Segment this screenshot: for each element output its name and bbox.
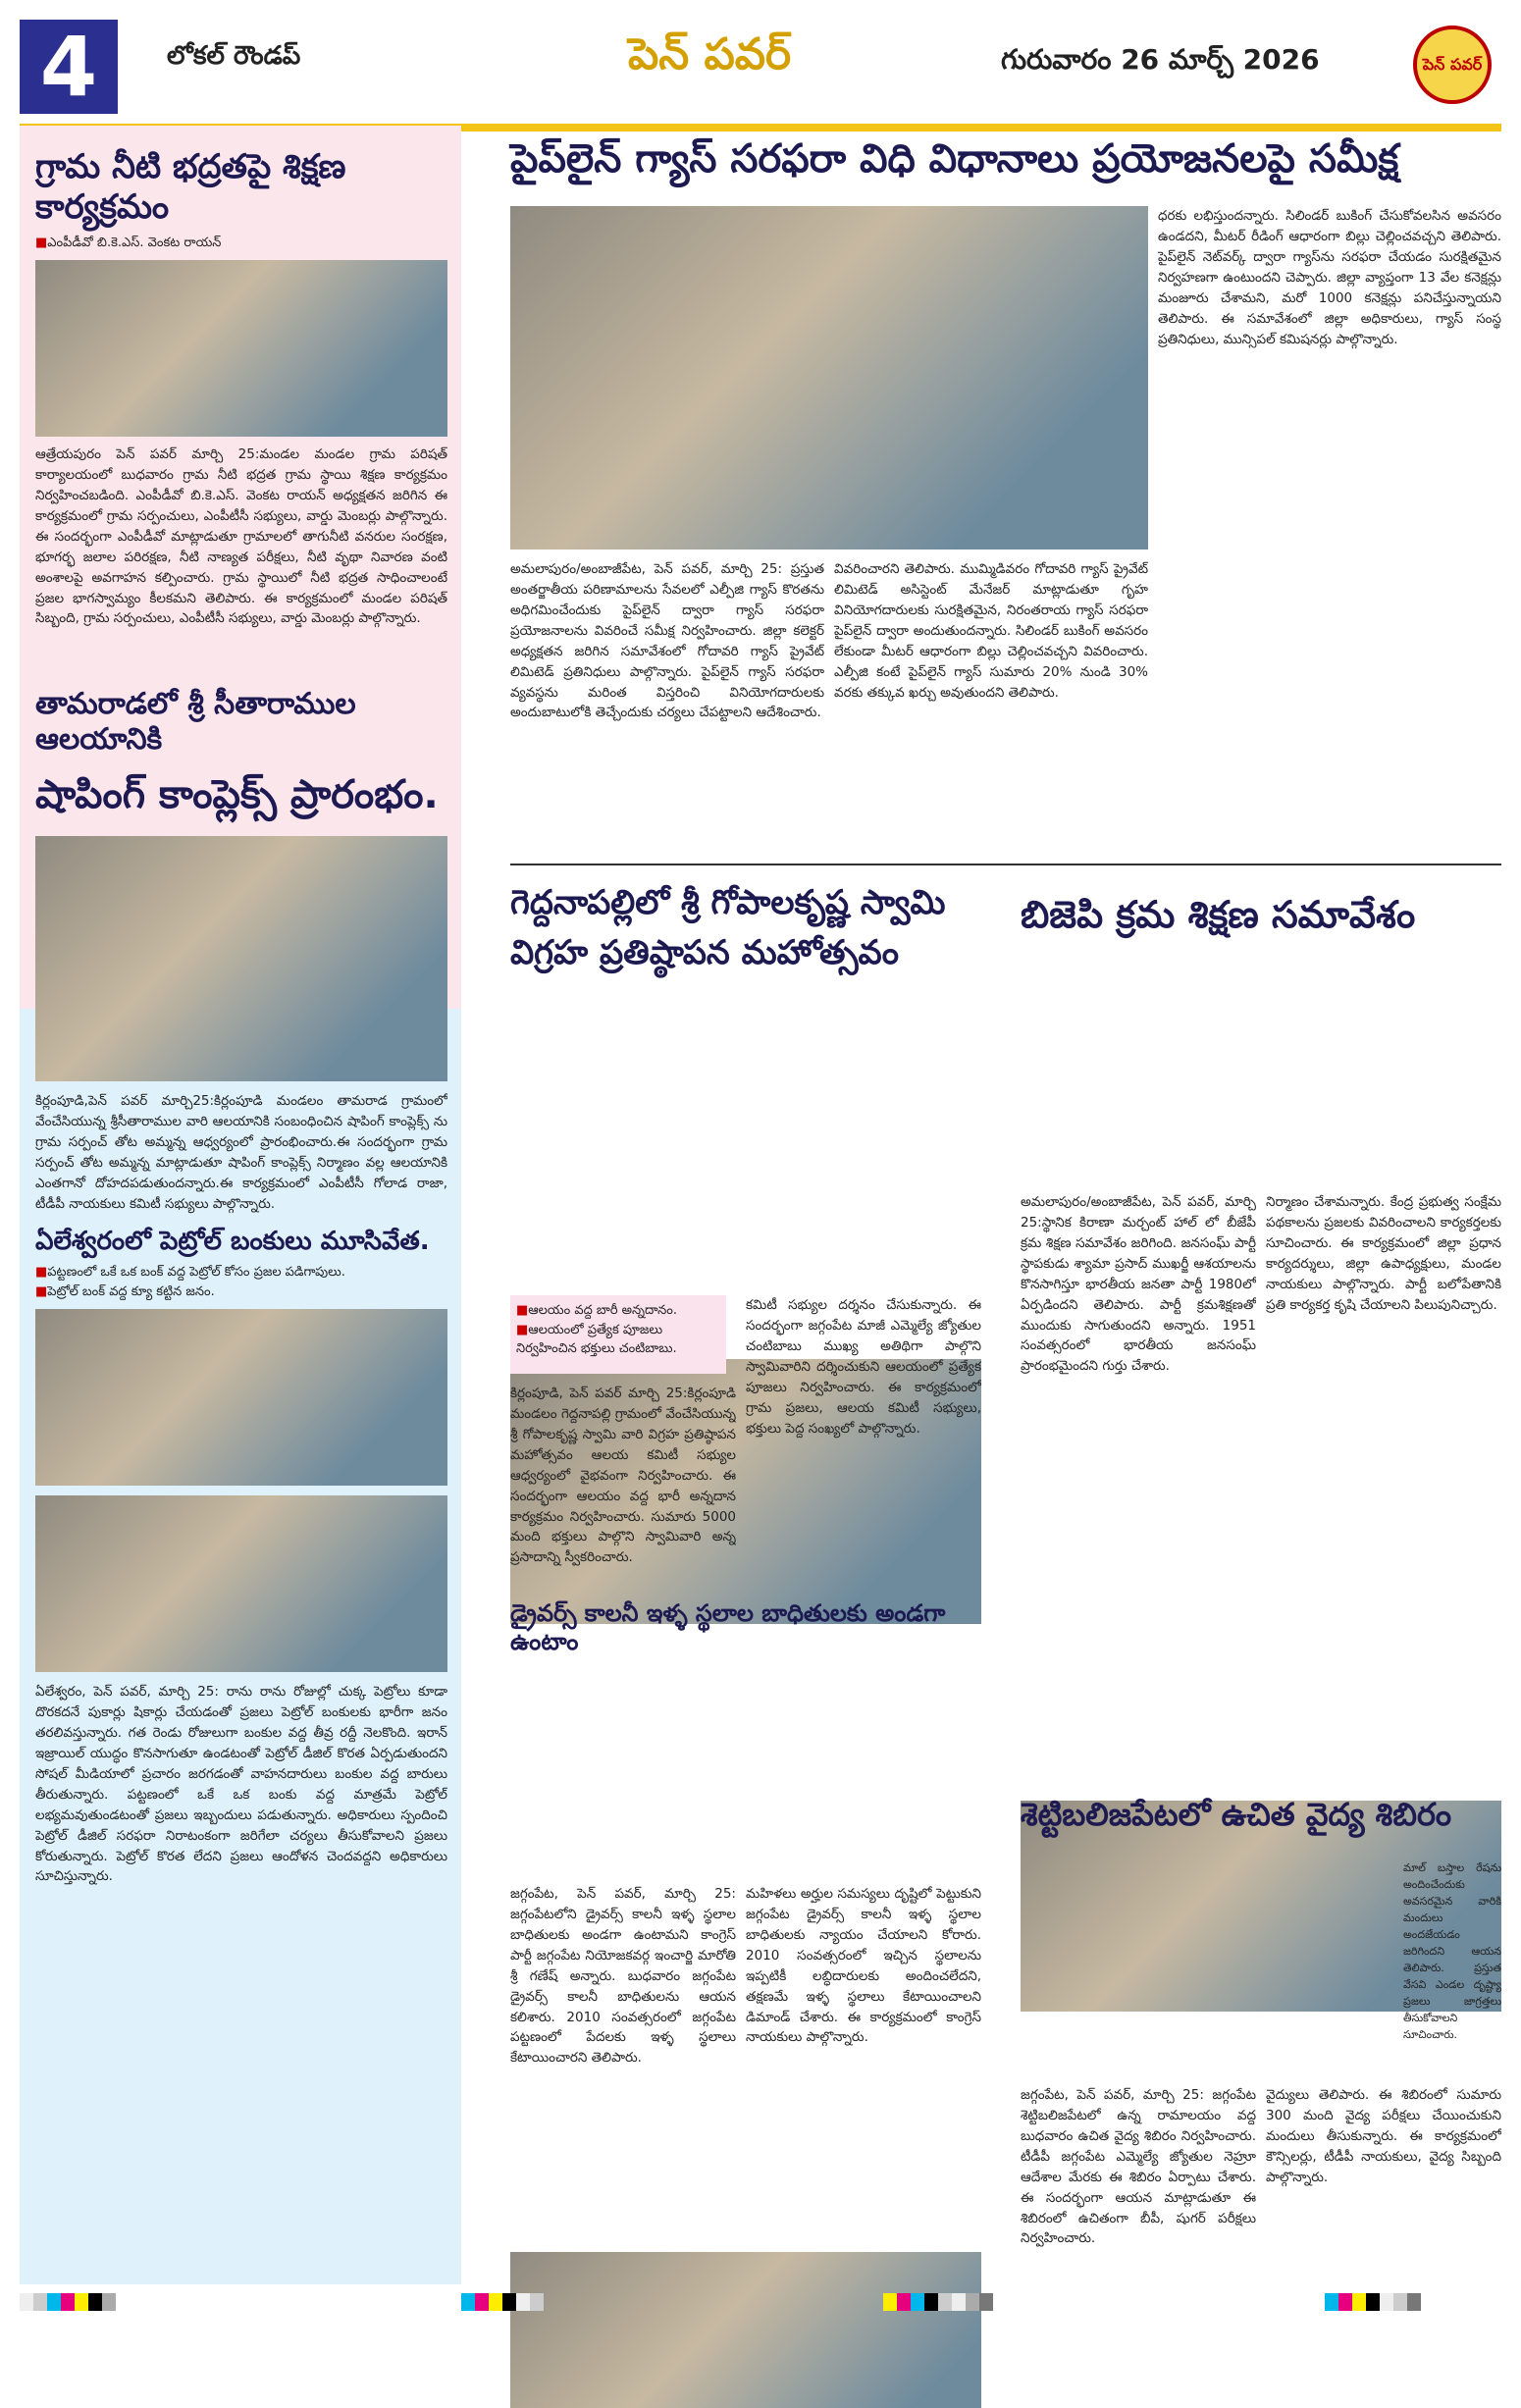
article-headline: బిజెపి క్రమ శిక్షణ సమావేశం — [1021, 893, 1416, 936]
article-headline: శెట్టిబలిజపేటలో ఉచిత వైద్య శిబిరం — [1021, 1796, 1452, 1833]
shopping-complex-photo — [35, 836, 447, 1081]
article-medical-camp — [1021, 1796, 1501, 1833]
article-headline: డ్రైవర్స్ కాలనీ ఇళ్ళ స్థలాల బాధితులకు అండగా ఉంటాం — [510, 1599, 946, 1655]
article-petrol-bunks — [35, 1227, 447, 2231]
article-column-1: కిర్లంపూడి, పెన్ పవర్ మార్చి 25:కిర్లంపూడి మండలం గెద్దనాపల్లి గ్రామంలో వేంచేసియున్న శ్రీ గోపాలకృష్ణ స్వామి వారి విగ్రహ ప్రతిష్ఠాపన మహోత్సవం ఆలయ కమిటీ సభ్యుల ఆధ్వర్యంలో వైభవంగా నిర్వహించారు. ఈ సందర్భంగా ఆలయం వద్ద భారీ అన్నదాన కార్యక్రమం నిర్వహించారు. సుమారు 5000 మంది భక్తులు పాల్గొని స్వామివారి అన్న ప్రసాదాన్ని స్వీకరించారు. — [510, 1386, 736, 1566]
section-title: లోకల్ రౌండప్ — [167, 41, 301, 71]
article-pipeline-gas — [510, 135, 1501, 183]
group-photo — [35, 260, 447, 437]
article-headline: విగ్రహ ప్రతిష్ఠాపన మహోత్సవం — [510, 932, 899, 972]
page-header — [20, 20, 1501, 114]
article-bullet: ■ ఆలయంలో ప్రత్యేక పూజలు నిర్వహించిన భక్తులు చంటిబాబు. — [516, 1321, 720, 1359]
article-column-1: అమలాపురం/అంబాజీపేట, పెన్ పవర్, మార్చి 25: ప్రస్తుత అంతర్జాతీయ పరిణామాలను సేవలలో ఎల్పీజి గ్యాస్ కొరతను అధిగమించేందుకు పైప్‌లైన్ ద్వారా గ్యాస్ సరఫరా ప్రయోజనాలను వివరించే సమీక్ష నిర్వహించారు. జిల్లా కలెక్టర్ అధ్యక్షతన జరిగిన సమావేశంలో గోదావరి గ్యాస్ ప్రైవేట్ లిమిటెడ్ ప్రతినిధులు పాల్గొన్నారు. పైప్‌లైన్ గ్యాస్ సరఫరా వ్యవస్థను మరింత విస్తరించి వినియోగదారులకు అందుబాటులోకి తెచ్చేందుకు చర్యలు చేపట్టాలని ఆదేశించారు. — [510, 561, 824, 721]
article-body: ఆత్రేయపురం పెన్ పవర్ మార్చి 25:మండల మండల గ్రామ పరిషత్ కార్యాలయంలో బుధవారం గ్రామ నీటి భద్రత గ్రామ స్థాయి శిక్షణ కార్యక్రమం నిర్వహించబడింది. ఎంపీడీవో బి.కె.ఎస్. వెంకట రాయన్ అధ్యక్షతన జరిగిన ఈ కార్యక్రమంలో గ్రామ సర్పంచులు, ఎంపీటీసీ సభ్యులు, వార్డు మెంబర్లు పాల్గొన్నారు. ఈ సందర్భంగా ఎంపీడీవో మాట్లాడుతూ గ్రామాలలో తాగునీటి వనరుల సంరక్షణ, భూగర్భ జలాల పరిరక్షణ, నీటి నాణ్యత పరీక్షలు, నీటి వృథా నివారణ వంటి అంశాలపై అవగాహన కల్పించారు. గ్రామ స్థాయిలో నీటి భద్రత సాధించాలంటే ప్రజల భాగస్వామ్యం కీలకమని తెలిపారు. ఈ కార్యక్రమంలో మండల పరిషత్ సిబ్బంది, గ్రామ సర్పంచులు, ఎంపీటీసీ సభ్యులు, వార్డు మెంబర్లు పాల్గొన్నారు. — [35, 446, 447, 627]
color-bar — [883, 2293, 993, 2311]
color-bar — [20, 2293, 116, 2311]
page-number: 4 — [20, 20, 118, 114]
article-headline: తామరాడలో శ్రీ సీతారాముల ఆలయానికి — [35, 687, 356, 757]
article-headline: ఏలేశ్వరంలో పెట్రోల్ బంకులు మూసివేత. — [35, 1227, 430, 1256]
article-headline: పైప్‌లైన్ గ్యాస్ సరఫరా విధి విధానాలు ప్రయోజనలపై సమీక్ష — [510, 136, 1399, 182]
brand-logo: పెన్ పవర్ — [1413, 26, 1492, 104]
article-headline: షాపింగ్ కాంప్లెక్స్ ప్రారంభం. — [35, 772, 439, 817]
article-bullet: ■ పట్టణంలో ఒకే ఒక బంక్ వద్ద పెట్రోల్ కోసం ప్రజల పడిగాపులు. — [35, 1263, 447, 1283]
highlight-box — [510, 1295, 726, 1374]
article-headline: గ్రామ నీటి భద్రతపై శిక్షణ కార్యక్రమం — [35, 147, 346, 227]
issue-date: గురువారం 26 మార్చ్ 2026 — [1001, 43, 1320, 76]
article-body: కిర్లంపూడి,పెన్ పవర్ మార్చి25:కిర్లంపూడి మండలం తామరాడ గ్రామంలో వేంచేసియున్న శ్రీసీతారాముల వారి ఆలయానికి సంబంధించిన షాపింగ్ కాంప్లెక్స్ ను గ్రామ సర్పంచ్ తోట అమ్మన్న ఆధ్వర్యంలో ప్రారంభించారు.ఈ సందర్భంగా గ్రామ సర్పంచ్ తోట అమ్మన్న మాట్లాడుతూ షాపింగ్ కాంప్లెక్స్ నిర్మాణం వల్ల ఆలయానికి ఎంతగానో దోహదపడుతుందన్నారు.ఈ కార్యక్రమంలో ఎంపీటీసీ గోలాడ రాజా, టీడీపీ నాయకులు కమిటీ సభ్యులు పాల్గొన్నారు. — [35, 1093, 447, 1212]
article-drivers-colony — [510, 1599, 1001, 1656]
article-bullet: ■ ఆలయం వద్ద బారీ అన్నదానం. — [516, 1301, 720, 1321]
article-headline: గెద్దనాపల్లిలో శ్రీ గోపాలకృష్ణ స్వామి — [510, 883, 946, 922]
article-column-2: కమిటీ సభ్యుల దర్శనం చేసుకున్నారు. ఈ సందర్భంగా జగ్గంపేట మాజీ ఎమ్మెల్యే జ్యోతుల చంటిబాబు ముఖ్య అతిథిగా పాల్గొని స్వామివారిని దర్శించుకుని ఆలయంలో ప్రత్యేక పూజలు నిర్వహించారు. ఈ కార్యక్రమంలో గ్రామ ప్రజలు, ఆలయ కమిటీ సభ్యులు, భక్తులు పెద్ద సంఖ్యలో పాల్గొన్నారు. — [746, 1297, 981, 1437]
masthead-title: పెన్ పవర్ — [628, 29, 792, 79]
article-gopalakrishna — [510, 883, 1001, 973]
petrol-queue-photo-2 — [35, 1495, 447, 1672]
article-bullet: ■ పెట్రోల్ బంక్ వద్ద క్యూ కట్టిన జనం. — [35, 1283, 447, 1302]
article-column-2: వైద్యులు తెలిపారు. ఈ శిబిరంలో సుమారు 300 మంది వైద్య పరీక్షలు చేయించుకుని మందులు తీసుకున్నారు. ఈ కార్యక్రమంలో కౌన్సిలర్లు, టీడీపీ నాయకులు, వైద్య సిబ్బంది పాల్గొన్నారు. — [1266, 2087, 1501, 2185]
article-column-1: జగ్గంపేట, పెన్ పవర్, మార్చి 25: జగ్గంపేటలోని డ్రైవర్స్ కాలనీ ఇళ్ళ స్థలాల బాధితులకు అండగా ఉంటామని కాంగ్రెస్ పార్టీ జగ్గంపేట నియోజకవర్గ ఇంచార్జి మారోతి శ్రీ గణేష్ అన్నారు. బుధవారం జగ్గంపేట డ్రైవర్స్ కాలనీ బాధితులను ఆయన కలిశారు. 2010 సంవత్సరంలో జగ్గంపేట పట్టణంలో పేదలకు ఇళ్ళ స్థలాలు కేటాయించారని తెలిపారు. — [510, 1886, 736, 2067]
article-side-column: మాల్ బస్తాల రేషను అందించేందుకు అవసరమైన వారికి మందులు అందజేయడం జరిగిందని ఆయన తెలిపారు. ప్రస్తుత వేసవి ఎండల దృష్ట్యా ప్రజలు జాగ్రత్తలు తీసుకోవాలని సూచించారు. — [1403, 1861, 1501, 2042]
article-column-1: జగ్గంపేట, పెన్ పవర్, మార్చి 25: జగ్గంపేట శెట్టిబలిజపేటలో ఉన్న రామాలయం వద్ద బుధవారం ఉచిత వైద్య శిబిరం నిర్వహించారు. టీడీపీ జగ్గంపేట ఎమ్మెల్యే జ్యోతుల నెహ్రూ ఆదేశాల మేరకు ఈ శిబిరం ఏర్పాటు చేశారు. ఈ సందర్భంగా ఆయన మాట్లాడుతూ ఈ శిబిరంలో ఉచితంగా బీపీ, షుగర్ పరీక్షలు నిర్వహించారు. — [1021, 2087, 1256, 2247]
section-divider — [510, 864, 1501, 865]
article-water-training — [35, 147, 447, 739]
color-bar — [1325, 2293, 1421, 2311]
article-body: ఏలేశ్వరం, పెన్ పవర్, మార్చి 25: రాను రాను రోజుల్లో చుక్క పెట్రోలు కూడా దొరకదనే పుకార్లు షికార్లు చేయడంతో ప్రజలు పెట్రోల్ బంకులకు భారీగా జనం తరలివస్తున్నారు. గత రెండు రోజులుగా బంకుల వద్ద తీవ్ర రద్దీ నెలకొంది. ఇరాన్ ఇజ్రాయిల్ యుద్ధం కొనసాగుతూ ఉండటంతో పెట్రోల్ డీజిల్ కొరత ఏర్పడుతుందని సోషల్ మీడియాలో ప్రచారం జరగడంతో వాహనదారులు బంకుల వద్ద బారులు తీరుతున్నారు. పట్టణంలో ఒకే ఒక బంకు వద్ద మాత్రమే పెట్రోల్ లభ్యమవుతుండటంతో ప్రజలు ఇబ్బందులు పడుతున్నారు. అధికారులు స్పందించి పెట్రోల్ డీజిల్ సరఫరా నిరాటంకంగా జరిగేలా చర్యలు తీసుకోవాలని ప్రజలు కోరుతున్నారు. పెట్రోల్ కొరత లేదని ప్రజలు ఆందోళన చెందవద్దని అధికారులు సూచిస్తున్నారు. — [35, 1684, 447, 1885]
meeting-photo — [510, 206, 1148, 550]
article-column-2: నిర్మాణం చేశామన్నారు. కేంద్ర ప్రభుత్వ సంక్షేమ పథకాలను ప్రజలకు వివరించాలని కార్యకర్తలకు సూచించారు. ఈ కార్యక్రమంలో జిల్లా ప్రధాన కార్యదర్శులు, జిల్లా ఉపాధ్యక్షులు, మండల నాయకులు పాల్గొన్నారు. పార్టీ బలోపేతానికి ప్రతి కార్యకర్త కృషి చేయాలని పిలుపునిచ్చారు. — [1266, 1194, 1501, 1313]
article-shopping-complex — [35, 687, 447, 1248]
color-bar — [461, 2293, 544, 2311]
article-column-3: ధరకు లభిస్తుందన్నారు. సిలిండర్ బుకింగ్ చేసుకోవలసిన అవసరం ఉండదని, మీటర్ రీడింగ్ ఆధారంగా బిల్లు చెల్లించవచ్చని తెలిపారు. పైప్‌లైన్ నెట్‌వర్క్ ద్వారా గ్యాస్‌ను సరఫరా చేయడం సురక్షితమైన నిర్వహణగా ఉంటుందని చెప్పారు. జిల్లా వ్యాప్తంగా 13 వేల కనెక్షన్లు మంజూరు చేశామని, మరో 1000 కనెక్షన్లు పనిచేస్తున్నాయని తెలిపారు. ఈ సమావేశంలో జిల్లా అధికారులు, గ్యాస్ సంస్థ ప్రతినిధులు, మున్సిపల్ కమిషనర్లు పాల్గొన్నారు. — [1158, 208, 1501, 347]
article-bjp-meeting — [1021, 893, 1501, 938]
article-column-2: మహిళలు అర్హుల సమస్యలు దృష్టిలో పెట్టుకుని జగ్గంపేట డ్రైవర్స్ కాలనీ ఇళ్ళ స్థలాల బాధితులకు న్యాయం చేయాలని కోరారు. 2010 సంవత్సరంలో ఇచ్చిన స్థలాలను ఇప్పటికీ లబ్ధిదారులకు అందించలేదని, తక్షణమే ఇళ్ళ స్థలాలు కేటాయించాలని డిమాండ్ చేశారు. ఈ కార్యక్రమంలో కాంగ్రెస్ నాయకులు పాల్గొన్నారు. — [746, 1886, 981, 2046]
article-bullet: ■ ఎంపీడీవో బి.కె.ఎస్. వెంకట రాయన్ — [35, 234, 447, 253]
article-column-1: అమలాపురం/అంబాజీపేట, పెన్ పవర్, మార్చి 25:స్థానిక కిరాణా మర్చంట్ హాల్ లో బీజేపీ క్రమ శిక్షణ సమావేశం జరిగింది. జనసంఘ్ పార్టీ స్థాపకుడు శ్యామా ప్రసాద్ ముఖర్జీ ఆశయాలను కొనసాగిస్తూ భారతీయ జనతా పార్టీ 1980లో ఏర్పడిందని తెలిపారు. పార్టీ క్రమశిక్షణతో ముందుకు సాగుతుందని అన్నారు. 1951 సంవత్సరంలో భారతీయ జనసంఘ్ ప్రారంభమైందని గుర్తు చేశారు. — [1021, 1194, 1256, 1375]
article-column-2: వివరించారని తెలిపారు. ముమ్మిడివరం గోదావరి గ్యాస్ ప్రైవేట్ లిమిటెడ్ అసిస్టెంట్ మేనేజర్ మాట్లాడుతూ గృహ వినియోగదారులకు సురక్షితమైన, నిరంతరాయ గ్యాస్ సరఫరా పైప్‌లైన్ ద్వారా అందుతుందన్నారు. సిలిండర్ బుకింగ్ అవసరం లేకుండా మీటర్ ఆధారంగా బిల్లు చెల్లించవచ్చని వివరించారు. ఎల్పీజి కంటే పైప్‌లైన్ గ్యాస్ సుమారు 20% నుండి 30% వరకు తక్కువ ఖర్చు అవుతుందని తెలిపారు. — [834, 561, 1148, 701]
petrol-queue-photo-1 — [35, 1309, 447, 1486]
